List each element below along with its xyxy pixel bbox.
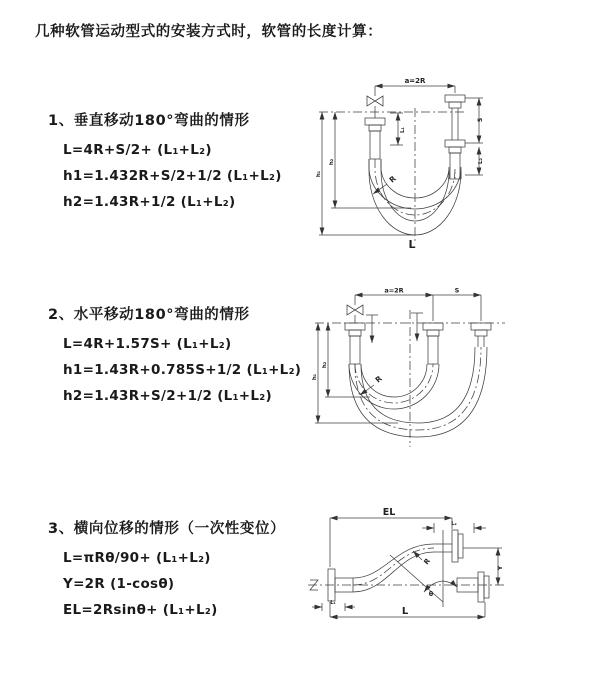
section-1-heading: 1、垂直移动180°弯曲的情形 xyxy=(48,113,250,129)
formula-line: Y=2R (1-cosθ) xyxy=(63,576,175,592)
diagram2-linework xyxy=(315,295,505,447)
section-2-heading: 2、水平移动180°弯曲的情形 xyxy=(48,307,250,323)
dim-label-el: EL xyxy=(382,507,396,518)
dim-label-l2: L₂ xyxy=(451,521,457,527)
formula-line: L=4R+S/2+ (L₁+L₂) xyxy=(63,142,212,158)
dim-label-s: S xyxy=(477,117,484,123)
formula-line: EL=2Rsinθ+ (L₁+L₂) xyxy=(63,602,218,618)
dim-label-y: Y xyxy=(496,565,504,571)
dim-label-theta: θ xyxy=(428,590,434,598)
page-title: 几种软管运动型式的安装方式时，软管的长度计算： xyxy=(35,24,383,40)
formula-line: h2=1.43R+S/2+1/2 (L₁+L₂) xyxy=(63,388,272,404)
dim-label-l: L xyxy=(401,606,409,617)
diagram1-labels xyxy=(316,77,484,251)
dim-label-h2: h₂ xyxy=(322,361,328,369)
section-3-heading: 3、横向位移的情形（一次性变位） xyxy=(48,521,286,537)
dim-label-a2r: a=2R xyxy=(384,286,404,295)
formula-line: h1=1.432R+S/2+1/2 (L₁+L₂) xyxy=(63,168,282,184)
formula-line: L=πRθ/90+ (L₁+L₂) xyxy=(63,550,211,566)
dim-label-r: R xyxy=(387,173,398,185)
diagram1-linework xyxy=(319,86,483,244)
formula-line: h1=1.43R+0.785S+1/2 (L₁+L₂) xyxy=(63,362,302,378)
dim-label-l2: L₂ xyxy=(478,158,484,164)
dim-label-h2: h₂ xyxy=(329,158,335,166)
diagram-lateral-displacement xyxy=(300,505,595,630)
section-lateral-displacement xyxy=(48,517,285,623)
section-vertical-bend xyxy=(48,109,282,215)
dim-label-s: S xyxy=(454,286,460,295)
section-horizontal-bend xyxy=(48,303,301,409)
dim-label-r: R xyxy=(373,373,384,385)
dim-label-h1: h₁ xyxy=(316,170,322,178)
dim-label-l1: L₁ xyxy=(400,127,406,133)
valve-icon xyxy=(367,96,383,106)
dim-label-l: L xyxy=(408,238,416,251)
formula-line: h2=1.43R+1/2 (L₁+L₂) xyxy=(63,194,236,210)
dim-label-a2r: a=2R xyxy=(404,77,426,85)
diagram-vertical-180-bend xyxy=(315,72,580,262)
diagram-horizontal-180-bend xyxy=(310,285,585,460)
formula-line: L=4R+1.57S+ (L₁+L₂) xyxy=(63,336,232,352)
dim-label-r: R xyxy=(422,557,432,567)
dim-label-l1: L₁ xyxy=(330,600,336,606)
valve-icon xyxy=(347,305,363,315)
diagram2-labels xyxy=(312,287,460,385)
diagram3-linework xyxy=(308,518,507,617)
dim-label-h1: h₁ xyxy=(312,373,318,381)
